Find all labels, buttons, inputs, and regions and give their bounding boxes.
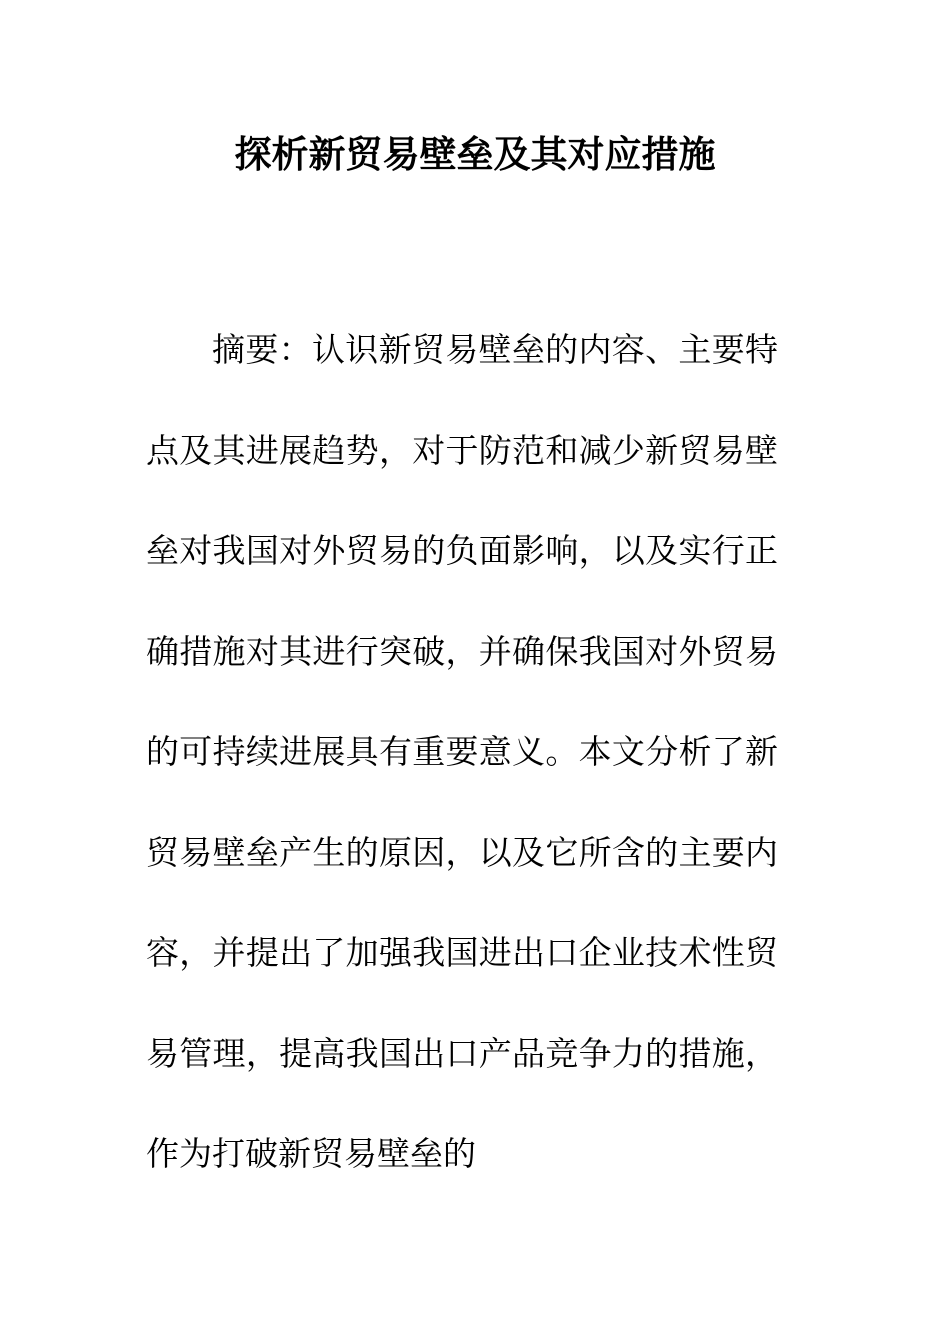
document-title: 探析新贸易壁垒及其对应措施 <box>234 132 716 176</box>
abstract-paragraph: 摘要：认识新贸易壁垒的内容、主要特点及其进展趋势，对于防范和减少新贸易壁垒对我国对外贸易的负面影响，以及实行正确措施对其进行突破，并确保我国对外贸易的可持续进展具有重要意义。本文分析了新贸易壁垒产生的原因，以及它所含的主要内容，并提出了加强我国进出口企业技术性贸易管理，提高我国出口产品竞争力的措施，作为打破新贸易壁垒的 <box>146 330 778 1173</box>
